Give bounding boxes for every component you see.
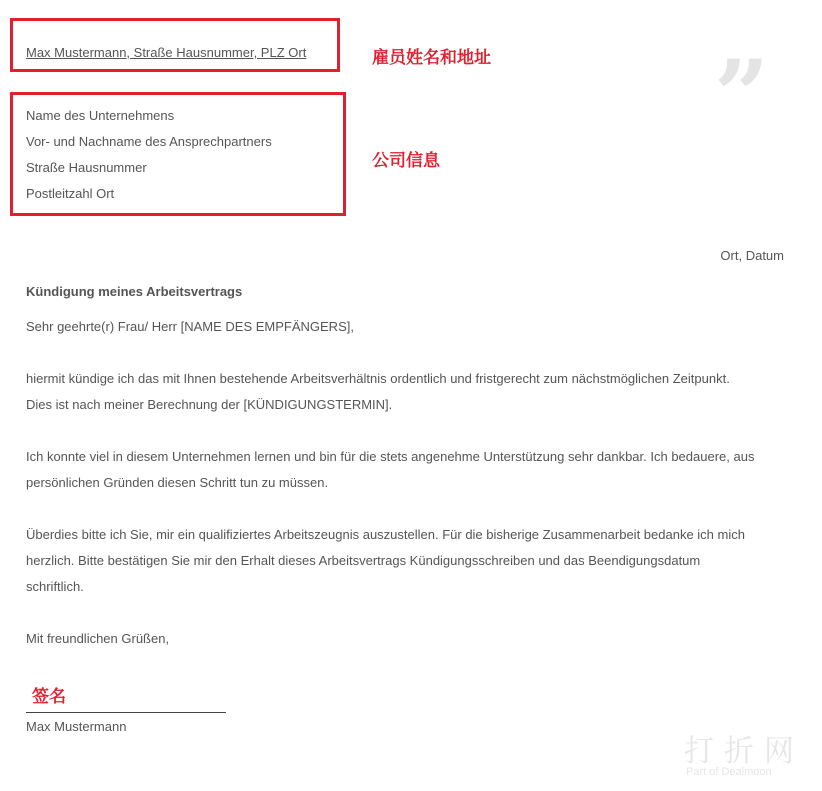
closing: Mit freundlichen Grüßen, [26,631,170,646]
signature-name: Max Mustermann [26,719,127,734]
company-postal-city: Postleitzahl Ort [26,186,115,201]
signature-line [26,712,226,713]
paragraph-1-line-2: Dies ist nach meiner Berechnung der [KÜNDIGUNGSTERMIN]. [26,397,393,412]
paragraph-1-line-1: hiermit kündige ich das mit Ihnen bestehende Arbeitsverhältnis ordentlich und fristgerecht zum nächstmöglichen Zeitpunkt. [26,371,730,386]
sender-annotation: 雇员姓名和地址 [372,48,491,68]
sender-address: Max Mustermann, Straße Hausnummer, PLZ Ort [26,45,307,60]
letter-subject: Kündigung meines Arbeitsvertrags [26,284,243,299]
company-street: Straße Hausnummer [26,160,147,175]
company-annotation: 公司信息 [372,151,440,171]
paragraph-2-line-1: Ich konnte viel in diesem Unternehmen lernen und bin für die stets angenehme Unterstützung sehr dankbar. Ich bedauere, aus [26,449,755,464]
quote-icon: ” [714,39,770,152]
watermark-subtitle: Part of Dealmoon [686,766,772,778]
signature-annotation: 签名 [32,687,66,707]
contact-person: Vor- und Nachname des Ansprechpartners [26,134,272,149]
paragraph-3-line-2: herzlich. Bitte bestätigen Sie mir den Erhalt dieses Arbeitsvertrags Kündigungsschreiben und das Beendigungsdatum [26,553,701,568]
company-name: Name des Unternehmens [26,108,175,123]
paragraph-2-line-2: persönlichen Gründen diesen Schritt tun zu müssen. [26,475,329,490]
watermark-logo: 打折网 [684,734,804,769]
salutation: Sehr geehrte(r) Frau/ Herr [NAME DES EMPFÄNGERS], [26,319,354,334]
place-date: Ort, Datum [720,248,784,263]
paragraph-3-line-3: schriftlich. [26,579,84,594]
paragraph-3-line-1: Überdies bitte ich Sie, mir ein qualifiziertes Arbeitszeugnis auszustellen. Für die bisherige Zusammenarbeit bedanke ich mich [26,527,745,542]
